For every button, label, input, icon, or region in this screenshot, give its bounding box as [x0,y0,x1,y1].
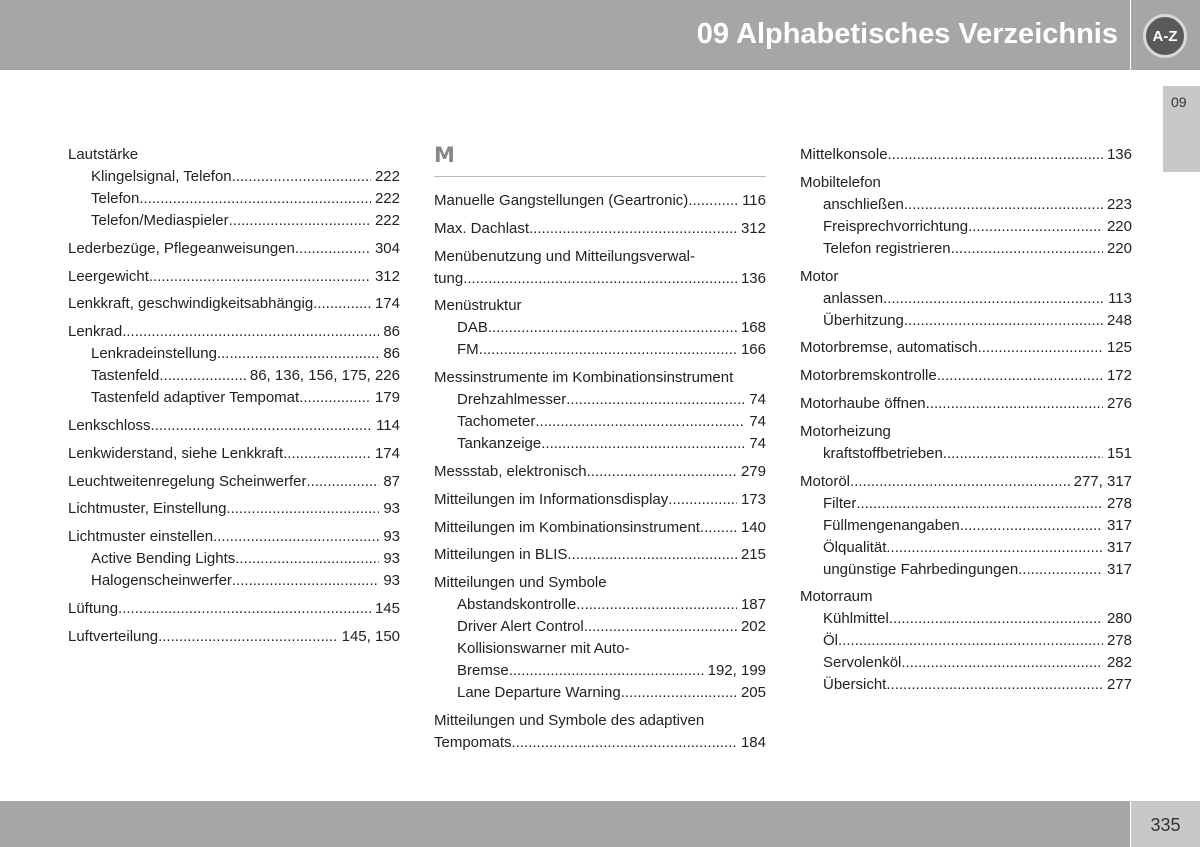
dot-leader [904,194,1103,216]
section-letter-heading: M [434,144,766,177]
dot-leader [566,389,745,411]
dot-leader [529,218,737,240]
index-subentry [68,548,400,570]
entry-label: Drehzahlmesser [457,391,567,409]
dot-leader [479,339,737,361]
entry-label: Übersicht [823,676,887,694]
entry-label: Mittelkonsole [800,146,888,163]
entry-label: Halogenscheinwerfer [91,572,232,590]
entry-label: kraftstoffbetrieben [823,444,943,462]
page-reference: 220 [1106,239,1132,257]
index-entry-line [434,544,766,566]
dot-leader [541,433,745,455]
index-entry [434,710,766,754]
page-reference: 151 [1106,444,1132,462]
index-entry-line [68,443,400,465]
index-subentry [434,411,766,433]
dot-leader [901,652,1103,674]
index-entry [68,321,400,409]
page-reference: 93 [383,528,400,546]
entry-label: Tastenfeld [91,367,160,385]
index-entry [68,144,400,232]
index-subentry [800,537,1132,559]
dot-leader [118,598,371,620]
dot-leader [232,166,371,188]
index-entry-line [434,367,766,389]
index-subentry-label [434,638,766,660]
entry-label: Telefon [91,190,140,207]
page-reference: 74 [749,413,766,431]
index-subentry [800,515,1132,537]
entry-label: Max. Dachlast [434,219,530,237]
entry-label: Lichtmuster einstellen [68,528,214,546]
index-entry-line [68,526,400,548]
entry-label: Mobiltelefon [800,173,881,191]
dot-leader [889,608,1103,630]
page-reference: 304 [374,239,400,257]
page-reference: 187 [740,596,766,614]
index-entry-line [800,586,1132,608]
entry-label: ungünstige Fahrbedingungen [823,560,1019,578]
page-reference: 276 [1106,394,1132,412]
index-entry [68,293,400,315]
entry-label: Überhitzung [823,311,904,329]
page-reference: 279 [740,462,766,480]
page-reference: 223 [1106,195,1132,213]
entry-label: Motorhaube öffnen [800,394,926,412]
index-entry [434,246,766,290]
dot-leader [509,660,704,682]
index-subentry [68,210,400,232]
index-subentry [68,365,400,387]
index-entry [800,337,1132,359]
dot-leader [313,293,371,315]
dot-leader [960,515,1103,537]
entry-label: Mitteilungen im Informationsdisplay [434,490,669,508]
index-entry [800,471,1132,581]
entry-label: Kühlmittel [823,610,889,628]
az-badge-box [1131,0,1200,70]
page-reference: 145, 150 [341,627,400,645]
entry-label: Freisprechvorrichtung [823,217,969,235]
index-entry [68,498,400,520]
page-reference: 317 [1106,538,1132,556]
index-subentry [434,317,766,339]
page-reference: 205 [740,684,766,702]
dot-leader [229,210,371,232]
index-entry-line [68,471,400,493]
dot-leader [883,288,1104,310]
page-reference: 277, 317 [1073,472,1132,490]
page-reference: 74 [749,391,766,409]
index-subentry [800,630,1132,652]
entry-label: Menüstruktur [434,297,522,315]
chapter-header-bar [0,0,1130,70]
entry-label: Menübenutzung und Mitteilungsverwal- [434,247,695,265]
dot-leader [838,630,1103,652]
dot-leader [226,498,379,520]
dot-leader [584,616,737,638]
index-entry-line [800,393,1132,415]
index-entry-line [434,295,766,317]
entry-label: Tankanzeige [457,435,542,453]
index-entry-line [800,337,1132,359]
entry-label: Klingelsignal, Telefon [91,168,232,185]
index-entry-line [68,238,400,260]
index-subentry [800,652,1132,674]
index-entry [434,572,766,704]
dot-leader [159,365,245,387]
footer-bar [0,801,1130,847]
dot-leader [688,190,738,212]
page-reference: 114 [376,416,400,434]
entry-label: Luftverteilung [68,627,159,645]
index-entry [800,421,1132,465]
page-reference: 74 [749,435,766,453]
entry-label: Lederbezüge, Pflegeanweisungen [68,239,295,257]
index-entry [68,626,400,648]
dot-leader [299,387,371,409]
index-entry [434,461,766,483]
entry-label: Servolenköl [823,654,902,672]
index-subentry [434,594,766,616]
dot-leader [283,443,371,465]
index-entry-line [434,246,766,268]
index-entry [434,218,766,240]
dot-leader [856,493,1103,515]
entry-label: Lenkradeinstellung [91,345,217,363]
dot-leader [158,626,338,648]
page-reference: 174 [374,444,400,462]
page-reference: 312 [740,219,766,237]
index-entry [68,598,400,620]
index-subentry [800,674,1132,696]
page-reference: 136 [1106,146,1132,163]
dot-leader [139,188,371,210]
page-reference: 136 [740,269,766,287]
index-entry-line [68,626,400,648]
dot-leader [295,238,371,260]
page-reference: 93 [383,500,400,518]
index-entry-line [68,144,400,166]
index-column-2 [434,144,766,760]
dot-leader [213,526,379,548]
dot-leader [886,674,1103,696]
dot-leader [978,337,1103,359]
page-reference: 116 [742,192,766,209]
page-reference: 202 [740,618,766,636]
index-subentry [800,288,1132,310]
entry-label: Lenkkraft, geschwindigkeitsabhängig [68,295,314,313]
index-subentry [800,310,1132,332]
page-reference: 86 [383,345,400,363]
index-entry [434,517,766,539]
page-reference: 317 [1106,560,1132,578]
page-reference: 125 [1106,339,1132,357]
index-entry-line [800,365,1132,387]
index-subentry [434,682,766,704]
index-entry [434,295,766,361]
entry-label: Motorraum [800,588,873,606]
page-reference: 184 [740,733,766,751]
index-entry-line [68,293,400,315]
page-reference: 172 [1106,367,1132,385]
dot-leader [235,548,379,570]
entry-label: Motorbremskontrolle [800,367,937,385]
index-subentry [68,188,400,210]
index-entry-line [800,266,1132,288]
entry-label: tung [434,269,464,287]
dot-leader [888,144,1103,166]
dot-leader [968,216,1103,238]
entry-label: anschließen [823,195,904,213]
entry-label: Kollisionswarner mit Auto- [457,640,630,658]
page-reference: 282 [1106,654,1132,672]
entry-label: Mitteilungen in BLIS [434,546,568,564]
chapter-tab [1163,86,1200,172]
dot-leader [926,393,1103,415]
page-reference: 166 [740,341,766,359]
index-subentry [434,389,766,411]
entry-label: Leuchtweitenregelung Scheinwerfer [68,472,307,490]
dot-leader [943,443,1103,465]
dot-leader [535,411,745,433]
entry-label: Tastenfeld adaptiver Tempomat [91,389,300,407]
chapter-tab-label: 09 [1171,94,1187,110]
index-entry [434,544,766,566]
index-entry-line [800,471,1132,493]
entry-label: Mitteilungen und Symbole [434,574,607,592]
entry-label: Tachometer [457,413,536,431]
entry-label: Lenkwiderstand, siehe Lenkkraft [68,444,284,462]
page-reference: 93 [383,572,400,590]
entry-label: Driver Alert Control [457,618,584,636]
index-subentry [800,443,1132,465]
index-subentry [800,194,1132,216]
index-entry-line [68,321,400,343]
dot-leader [886,537,1103,559]
entry-label: Mitteilungen und Symbole des adaptiven [434,711,705,729]
page-reference: 278 [1106,494,1132,512]
entry-label: DAB [457,319,488,337]
page-reference: 145 [374,599,400,617]
dot-leader [576,594,737,616]
chapter-title: 09 Alphabetisches Verzeichnis [696,18,1118,50]
index-entry-line [434,710,766,732]
index-entry-line [434,190,766,212]
index-entry-line [68,415,400,437]
dot-leader [567,544,737,566]
entry-label: Motoröl [800,472,851,490]
entry-label: Lenkschloss [68,416,151,434]
index-entry [800,172,1132,260]
page-reference: 215 [740,546,766,564]
page-reference: 192, 199 [707,662,766,680]
dot-leader [587,461,737,483]
index-entry [800,266,1132,332]
entry-label: Messstab, elektronisch [434,462,587,480]
index-entry-line [800,144,1132,166]
index-entry [434,190,766,212]
dot-leader [149,266,371,288]
index-entry [68,238,400,260]
entry-label: Motor [800,267,839,285]
index-subentry [68,570,400,592]
page-reference: 248 [1106,311,1132,329]
page-reference: 317 [1106,516,1132,534]
page-reference: 87 [383,472,400,490]
dot-leader [232,570,379,592]
index-entry-line [800,172,1132,194]
dot-leader [306,471,379,493]
index-entry [800,393,1132,415]
entry-label: Lichtmuster, Einstellung [68,500,227,518]
page-reference: 93 [383,550,400,568]
entry-label: Lautstärke [68,146,139,163]
entry-label: Messinstrumente im Kombinationsinstrument [434,369,734,387]
index-entry-line [434,461,766,483]
index-subentry [434,339,766,361]
az-index-icon: A-Z [1143,14,1187,58]
index-entry-line [434,268,766,290]
index-entry-line [434,489,766,511]
index-entry-line [68,598,400,620]
index-subentry [434,616,766,638]
entry-label: Telefon registrieren [823,239,951,257]
dot-leader [1018,559,1103,581]
dot-leader [488,317,737,339]
index-entry-line [434,218,766,240]
entry-label: Tempomats [434,733,512,751]
dot-leader [937,365,1103,387]
entry-label: Motorbremse, automatisch [800,339,978,357]
entry-label: Bremse [457,662,509,680]
entry-label: Füllmengenangaben [823,516,960,534]
entry-label: Manuelle Gangstellungen (Geartronic) [434,192,689,209]
index-subentry [800,216,1132,238]
index-subentry [800,238,1132,260]
entry-label: anlassen [823,289,884,307]
entry-label: Ölqualität [823,538,887,556]
index-entry-line [800,421,1132,443]
entry-label: Lüftung [68,599,119,617]
entry-label: Abstandskontrolle [457,596,577,614]
index-subentry [800,608,1132,630]
entry-label: Mitteilungen im Kombinationsinstrument [434,518,700,536]
index-subentry [800,559,1132,581]
entry-label: Lane Departure Warning [457,684,621,702]
index-entry-line [68,266,400,288]
index-entry [68,443,400,465]
index-entry [68,415,400,437]
index-entry [800,586,1132,696]
index-entry [434,489,766,511]
dot-leader [621,682,737,704]
page-reference: 278 [1106,632,1132,650]
index-entry [434,367,766,455]
dot-leader [904,310,1103,332]
page-reference: 312 [374,267,400,285]
entry-label: Leergewicht [68,267,149,285]
page-number: 335 [1150,815,1181,835]
entry-label: Active Bending Lights [91,550,236,568]
page-reference: 173 [740,490,766,508]
index-entry [68,526,400,592]
index-entry [68,471,400,493]
page-reference: 222 [374,190,400,207]
index-subentry [800,493,1132,515]
dot-leader [512,732,737,754]
dot-leader [668,489,737,511]
page-reference: 222 [374,168,400,185]
page-reference: 220 [1106,217,1132,235]
dot-leader [850,471,1070,493]
page-reference: 222 [374,212,400,229]
page-reference: 280 [1106,610,1132,628]
index-subentry [434,660,766,682]
page-reference: 277 [1106,676,1132,694]
index-entry [800,144,1132,166]
page-reference: 168 [740,319,766,337]
index-entry-line [434,517,766,539]
dot-leader [151,415,373,437]
index-subentry [68,166,400,188]
entry-label: Filter [823,494,857,512]
index-subentry [68,343,400,365]
index-subentry [68,387,400,409]
page-reference: 113 [1108,289,1132,307]
index-subentry [434,433,766,455]
page-reference: 86, 136, 156, 175, 226 [249,367,400,385]
page-reference: 140 [740,518,766,536]
entry-label: Motorheizung [800,422,891,440]
index-entry-line [434,732,766,754]
dot-leader [700,517,737,539]
dot-leader [951,238,1103,260]
dot-leader [463,268,737,290]
index-entry-line [68,498,400,520]
dot-leader [217,343,379,365]
entry-label: Öl [823,632,838,650]
index-entry-line [434,572,766,594]
page-reference: 179 [374,389,400,407]
page-reference: 174 [374,295,400,313]
entry-label: Lenkrad [68,323,123,341]
dot-leader [122,321,379,343]
index-entry [800,365,1132,387]
page-reference: 86 [383,323,400,341]
entry-label: FM [457,341,479,359]
index-column-1 [68,144,400,654]
index-entry [68,266,400,288]
entry-label: Telefon/Mediaspieler [91,212,229,229]
page-number-box [1131,801,1200,847]
index-column-3 [800,144,1132,702]
